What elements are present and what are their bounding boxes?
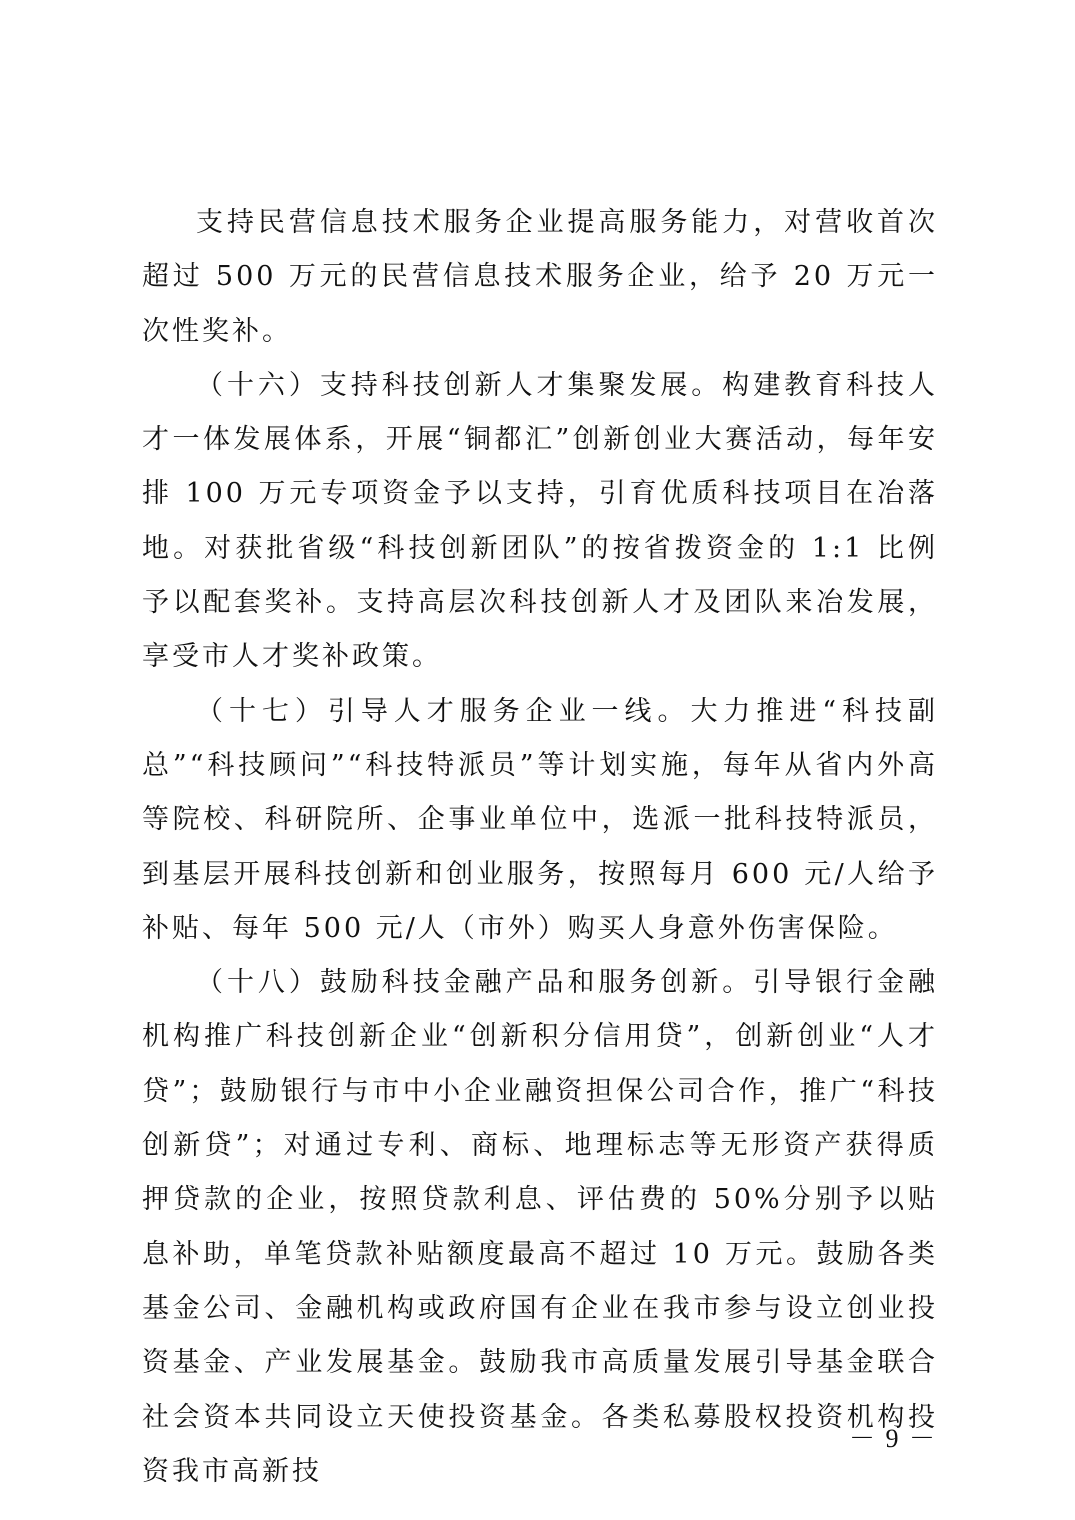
paragraph-17-talent-service [142,685,938,956]
paragraph-text: 支持民营信息技术服务企业提高服务能力，对营收首次超过 500 万元的民营信息技术服务企业，给予 20 万元一次性奖补。 [142,207,938,347]
paragraph-18-tech-finance [142,956,938,1499]
page-number: － 9 － [848,1424,937,1453]
paragraph-text: 构建教育科技人才一体发展体系，开展“铜都汇”创新创业大赛活动，每年安排 100 万元专项资金予以支持，引育优质科技项目在冶落地。对获批省级“科技创新团队”的按省拨资金的 1:1 比例予以配套奖补。支持高层次科技创新人才及团队来冶发展，享受市人才奖补政策。 [142,369,939,673]
document-body [142,196,938,1499]
section-heading-16: （十六）支持科技创新人才集聚发展。 [196,369,723,401]
paragraph-16-talent-clustering [142,359,938,685]
paragraph-info-tech-services [142,196,938,359]
paragraph-text: 大力推进“科技副总”“科技顾问”“科技特派员”等计划实施，每年从省内外高等院校、科研院所、企事业单位中，选派一批科技特派员，到基层开展科技创新和创业服务，按照每月 600 元/人给予补贴、每年 500 元/人（市外）购买人身意外伤害保险。 [142,695,938,944]
paragraph-text: 引导银行金融机构推广科技创新企业“创新积分信用贷”，创新创业“人才贷”；鼓励银行与市中小企业融资担保公司合作，推广“科技创新贷”；对通过专利、商标、地理标志等无形资产获得质押贷款的企业，按照贷款利息、评估费的 50%分别予以贴息补助，单笔贷款补贴额度最高不超过 10 万元。鼓励各类基金公司、金融机构或政府国有企业在我市参与设立创业投资基金、产业发展基金。鼓励我市高质量发展引导基金联合社会资本共同设立天使投资基金。各类私募股权投资机构投资我市高新技 [142,967,939,1487]
section-heading-18: （十八）鼓励科技金融产品和服务创新。 [196,967,754,999]
section-heading-17: （十七）引导人才服务企业一线。 [196,695,691,727]
